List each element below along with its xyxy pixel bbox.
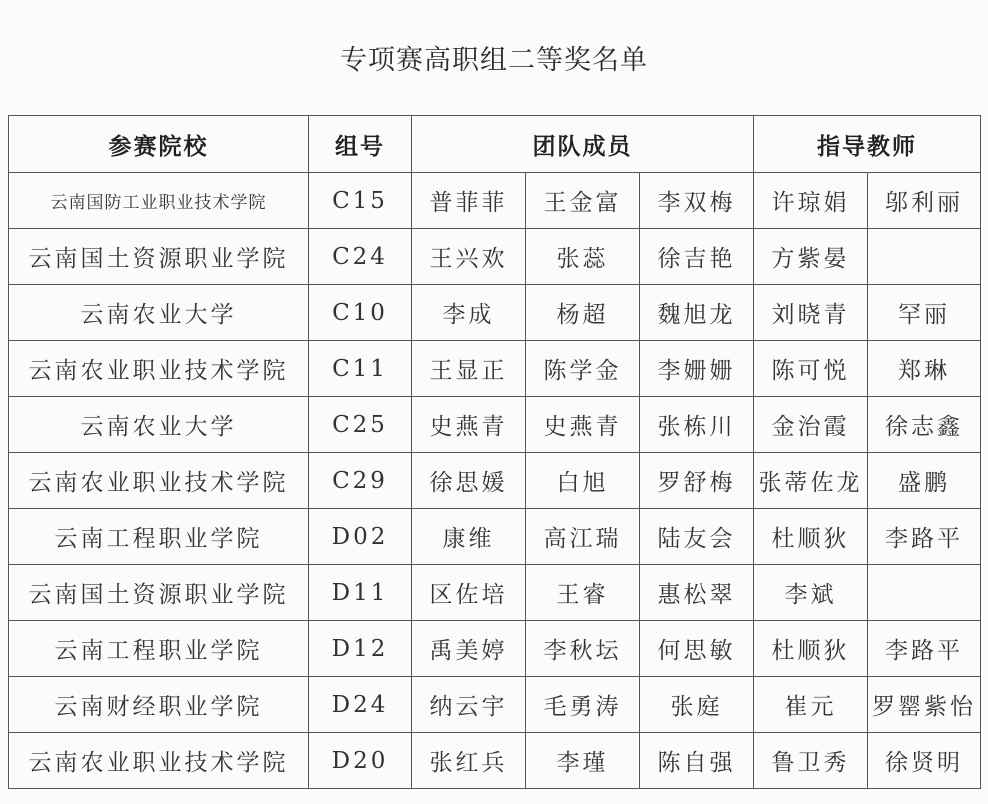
school-cell: 云南农业大学 [9, 285, 309, 341]
advisor-cell: 盛鹏 [868, 453, 981, 509]
header-group: 组号 [309, 116, 412, 173]
group-cell: C24 [309, 229, 412, 285]
header-school: 参赛院校 [9, 116, 309, 173]
member-cell: 陈自强 [640, 733, 754, 789]
school-cell: 云南财经职业学院 [9, 677, 309, 733]
member-cell: 何思敏 [640, 621, 754, 677]
school-cell: 云南农业职业技术学院 [9, 453, 309, 509]
header-row [9, 116, 981, 173]
group-cell: C25 [309, 397, 412, 453]
member-cell: 陆友会 [640, 509, 754, 565]
member-cell: 李双梅 [640, 173, 754, 229]
group-cell: C10 [309, 285, 412, 341]
group-cell: C15 [309, 173, 412, 229]
table-row [9, 173, 981, 229]
member-cell: 李瑾 [526, 733, 640, 789]
advisor-cell: 陈可悦 [754, 341, 868, 397]
member-cell: 禹美婷 [412, 621, 526, 677]
group-cell: D20 [309, 733, 412, 789]
member-cell: 区佐培 [412, 565, 526, 621]
advisor-cell: 李路平 [868, 509, 981, 565]
group-cell: D24 [309, 677, 412, 733]
table-row [9, 453, 981, 509]
school-cell: 云南工程职业学院 [9, 509, 309, 565]
school-cell: 云南农业职业技术学院 [9, 341, 309, 397]
advisor-cell: 金治霞 [754, 397, 868, 453]
table-row [9, 733, 981, 789]
advisor-cell: 杜顺狄 [754, 621, 868, 677]
advisor-cell: 杜顺狄 [754, 509, 868, 565]
table-row [9, 341, 981, 397]
award-table [8, 115, 981, 789]
advisor-cell: 方紫晏 [754, 229, 868, 285]
member-cell: 王睿 [526, 565, 640, 621]
member-cell: 杨超 [526, 285, 640, 341]
advisor-cell: 李斌 [754, 565, 868, 621]
member-cell: 徐吉艳 [640, 229, 754, 285]
group-cell: D12 [309, 621, 412, 677]
advisor-cell: 许琼娟 [754, 173, 868, 229]
member-cell: 史燕青 [412, 397, 526, 453]
group-cell: C11 [309, 341, 412, 397]
header-advisors: 指导教师 [754, 116, 981, 173]
group-cell: C29 [309, 453, 412, 509]
member-cell: 康维 [412, 509, 526, 565]
table-row [9, 397, 981, 453]
school-cell: 云南国防工业职业技术学院 [9, 173, 309, 229]
table-row [9, 621, 981, 677]
advisor-cell [868, 229, 981, 285]
table-row [9, 565, 981, 621]
school-cell: 云南农业大学 [9, 397, 309, 453]
member-cell: 徐思媛 [412, 453, 526, 509]
member-cell: 白旭 [526, 453, 640, 509]
member-cell: 史燕青 [526, 397, 640, 453]
school-cell: 云南工程职业学院 [9, 621, 309, 677]
member-cell: 张红兵 [412, 733, 526, 789]
table-row [9, 677, 981, 733]
member-cell: 魏旭龙 [640, 285, 754, 341]
member-cell: 李秋坛 [526, 621, 640, 677]
member-cell: 李成 [412, 285, 526, 341]
member-cell: 王兴欢 [412, 229, 526, 285]
member-cell: 张庭 [640, 677, 754, 733]
member-cell: 陈学金 [526, 341, 640, 397]
member-cell: 普菲菲 [412, 173, 526, 229]
advisor-cell: 郑琳 [868, 341, 981, 397]
advisor-cell: 崔元 [754, 677, 868, 733]
member-cell: 纳云宇 [412, 677, 526, 733]
advisor-cell: 罗罂紫怡 [868, 677, 981, 733]
advisor-cell: 罕丽 [868, 285, 981, 341]
member-cell: 李姗姗 [640, 341, 754, 397]
school-cell: 云南国土资源职业学院 [9, 565, 309, 621]
advisor-cell: 邬利丽 [868, 173, 981, 229]
member-cell: 王显正 [412, 341, 526, 397]
member-cell: 高江瑞 [526, 509, 640, 565]
school-cell: 云南农业职业技术学院 [9, 733, 309, 789]
header-members: 团队成员 [412, 116, 754, 173]
advisor-cell: 李路平 [868, 621, 981, 677]
page-title: 专项赛高职组二等奖名单 [340, 45, 648, 76]
group-cell: D02 [309, 509, 412, 565]
group-cell: D11 [309, 565, 412, 621]
advisor-cell [868, 565, 981, 621]
table-row [9, 509, 981, 565]
table-row [9, 229, 981, 285]
member-cell: 罗舒梅 [640, 453, 754, 509]
table-row [9, 285, 981, 341]
member-cell: 张蕊 [526, 229, 640, 285]
member-cell: 张栋川 [640, 397, 754, 453]
advisor-cell: 张蒂佐龙 [754, 453, 868, 509]
advisor-cell: 徐志鑫 [868, 397, 981, 453]
advisor-cell: 徐贤明 [868, 733, 981, 789]
school-cell: 云南国土资源职业学院 [9, 229, 309, 285]
member-cell: 毛勇涛 [526, 677, 640, 733]
member-cell: 惠松翠 [640, 565, 754, 621]
advisor-cell: 刘晓青 [754, 285, 868, 341]
member-cell: 王金富 [526, 173, 640, 229]
advisor-cell: 鲁卫秀 [754, 733, 868, 789]
